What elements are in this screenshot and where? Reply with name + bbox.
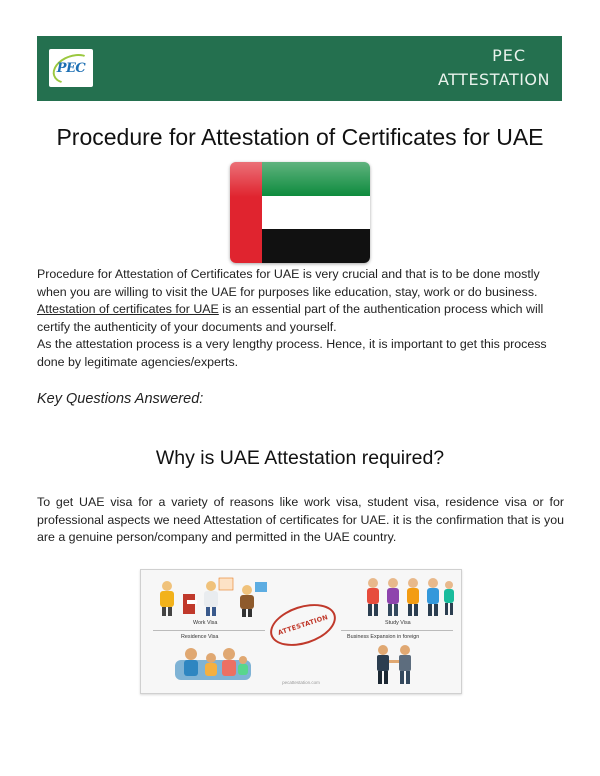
section-body: To get UAE visa for a variety of reasons like work visa, student visa, residence visa or for professional aspects we need Attestation of certificates for UAE. it is the confirmation that is you are a genuine person/company and permitted in the UAE country. (37, 495, 564, 545)
brand-name (438, 44, 550, 92)
intro-paragraph-2: As the attestation process is a very lengthy process. Hence, it is important to get this process done by legitimate agencies/experts. (37, 337, 547, 369)
flag-white-stripe (262, 196, 370, 230)
pec-logo[interactable] (49, 49, 93, 87)
divider-left (153, 630, 265, 631)
flag-gloss (230, 162, 370, 197)
stamp-text: ATTESTATION (276, 613, 330, 637)
intro-text: Procedure for Attestation of Certificates for UAE is very crucial and that is to be done mostly when you are willing to visit the UAE for purposes like education, stay, work or do business. (37, 267, 540, 299)
website-watermark: pecattestation.com (282, 680, 320, 685)
attestation-infographic (140, 569, 462, 694)
flag-black-stripe (262, 229, 370, 263)
students-illustration (361, 574, 457, 618)
brand-line2: ATTESTATION (437, 70, 550, 89)
work-visa-label: Work Visa (193, 620, 218, 626)
section-heading: Why is UAE Attestation required? (155, 447, 445, 469)
divider-right (341, 630, 453, 631)
workers-illustration (149, 576, 269, 618)
brand-line1: PEC (492, 46, 526, 65)
page-title: Procedure for Attestation of Certificates for UAE (56, 124, 544, 150)
logo-text: PEC (56, 60, 86, 76)
attestation-stamp (265, 596, 341, 653)
intro-text-after: is an essential part of the authentication process which will certify the authenticity of your documents and yourself. (37, 302, 544, 334)
intro-paragraph (37, 266, 564, 372)
family-illustration (171, 644, 255, 684)
header-banner (37, 36, 562, 101)
study-visa-label: Study Visa (385, 620, 411, 626)
attestation-link[interactable]: Attestation of certificates for UAE (37, 302, 219, 317)
uae-flag-icon (230, 162, 370, 263)
residence-visa-label: Residence Visa (181, 634, 219, 640)
key-questions-heading: Key Questions Answered: (37, 391, 204, 407)
business-label: Business Expansion in foreign (347, 634, 420, 640)
